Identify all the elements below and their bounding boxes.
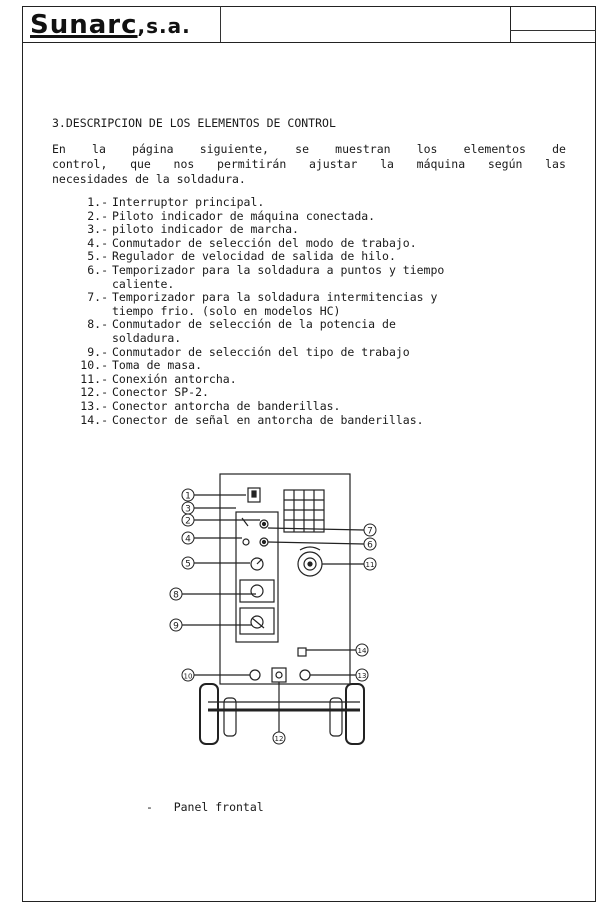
intro-word: que bbox=[130, 157, 151, 171]
callout-6: 6 bbox=[367, 540, 373, 551]
intro-word: permitirán bbox=[217, 157, 287, 171]
list-item bbox=[64, 386, 564, 400]
list-item-number: 3.- bbox=[87, 222, 108, 237]
callout-14: 14 bbox=[357, 647, 367, 655]
list-item-text: Conmutador de selección del modo de trabajo. bbox=[112, 235, 417, 250]
list-item-number: 9.- bbox=[87, 344, 108, 359]
callout-12: 12 bbox=[274, 735, 284, 743]
list-item-number: 6.- bbox=[87, 262, 108, 277]
intro-word: necesidades de la soldadura. bbox=[52, 172, 246, 186]
list-item-text: Regulador de velocidad de salida de hilo. bbox=[112, 249, 396, 264]
front-panel-drawing bbox=[160, 470, 400, 750]
list-item-number: 1.- bbox=[87, 195, 108, 209]
logo-brand: Sunarc bbox=[30, 10, 138, 40]
header-reference-split bbox=[510, 30, 596, 31]
intro-word: de bbox=[552, 142, 566, 156]
intro-word: página bbox=[132, 142, 174, 156]
intro-word: nos bbox=[173, 157, 195, 171]
list-item-number: 8.- bbox=[87, 317, 108, 332]
list-item-continuation bbox=[64, 278, 564, 292]
machine-body bbox=[220, 474, 350, 684]
intro-word: los bbox=[416, 142, 438, 156]
list-item bbox=[64, 210, 564, 224]
header-rule bbox=[220, 6, 221, 42]
callout-1: 1 bbox=[185, 491, 191, 502]
list-item bbox=[64, 264, 564, 278]
callout-2: 2 bbox=[185, 516, 191, 527]
list-item bbox=[64, 400, 564, 414]
callout-7: 7 bbox=[367, 526, 373, 537]
list-item-number: 11.- bbox=[80, 371, 108, 386]
list-item bbox=[64, 237, 564, 251]
intro-word: elementos bbox=[463, 142, 526, 156]
figure-caption: - Panel frontal bbox=[146, 800, 264, 814]
header-divider bbox=[22, 42, 596, 43]
section-heading: 3.DESCRIPCION DE LOS ELEMENTOS DE CONTROL bbox=[52, 116, 336, 130]
list-item-number bbox=[64, 278, 112, 292]
intro-word: siguiente, bbox=[199, 142, 269, 156]
intro-word: máquina bbox=[416, 157, 466, 171]
list-item bbox=[64, 196, 564, 210]
list-item-continuation bbox=[64, 305, 564, 319]
callout-5: 5 bbox=[185, 559, 191, 570]
callout-9: 9 bbox=[173, 621, 179, 632]
list-item-number bbox=[64, 305, 112, 319]
list-item bbox=[64, 346, 564, 360]
list-item-text: tiempo frio. (solo en modelos HC) bbox=[112, 303, 341, 318]
intro-word: según bbox=[487, 157, 523, 171]
callout-13: 13 bbox=[357, 672, 367, 680]
list-item-text: Toma de masa. bbox=[112, 358, 203, 373]
list-item bbox=[64, 291, 564, 305]
logo-suffix: ,s.a. bbox=[137, 14, 191, 38]
intro-word: la bbox=[380, 157, 394, 171]
list-item bbox=[64, 250, 564, 264]
list-item-number: 7.- bbox=[87, 290, 108, 305]
list-item-text: Temporizador para la soldadura intermitencias y bbox=[112, 290, 438, 305]
intro-paragraph bbox=[52, 142, 566, 187]
list-item-text: piloto indicador de marcha. bbox=[112, 222, 299, 237]
list-item-number: 2.- bbox=[87, 208, 108, 223]
callout-10: 10 bbox=[183, 672, 193, 681]
intro-word: ajustar bbox=[308, 157, 358, 171]
intro-word: la bbox=[92, 142, 106, 156]
header-reference-box bbox=[510, 6, 596, 42]
list-item-number: 12.- bbox=[80, 385, 108, 400]
company-logo bbox=[30, 10, 191, 40]
list-item-text: Temporizador para la soldadura a puntos y tiempo bbox=[112, 262, 445, 277]
list-item bbox=[64, 318, 564, 332]
list-item-number bbox=[64, 332, 112, 346]
list-item-number: 4.- bbox=[87, 235, 108, 250]
intro-word: muestran bbox=[335, 142, 391, 156]
intro-word: las bbox=[545, 157, 566, 171]
list-item-text: Conector SP-2. bbox=[112, 385, 209, 400]
list-item-text: soldadura. bbox=[112, 330, 182, 345]
intro-word: En bbox=[52, 142, 66, 156]
list-item-number: 10.- bbox=[80, 358, 108, 373]
intro-word: se bbox=[295, 142, 309, 156]
list-item-number: 5.- bbox=[87, 249, 108, 264]
intro-line-2 bbox=[52, 157, 566, 172]
callout-4: 4 bbox=[185, 534, 191, 545]
list-item bbox=[64, 359, 564, 373]
callout-3: 3 bbox=[185, 504, 191, 515]
list-item-text: Piloto indicador de máquina conectada. bbox=[112, 208, 376, 223]
intro-word: control, bbox=[52, 157, 108, 171]
list-item-text: Conmutador de selección del tipo de trabajo bbox=[112, 344, 410, 359]
control-elements-list bbox=[64, 196, 564, 427]
list-item-number: 13.- bbox=[80, 398, 108, 413]
front-panel-diagram bbox=[160, 470, 400, 750]
list-item-continuation bbox=[64, 332, 564, 346]
list-item-text: caliente. bbox=[112, 276, 175, 291]
callout-11: 11 bbox=[365, 561, 375, 569]
list-item-text: Conmutador de selección de la potencia de bbox=[112, 317, 396, 332]
list-item bbox=[64, 223, 564, 237]
intro-line-1 bbox=[52, 142, 566, 157]
list-item-text: Conector de señal en antorcha de banderillas. bbox=[112, 412, 424, 427]
list-item-text: Interruptor principal. bbox=[112, 195, 265, 209]
page-frame bbox=[22, 6, 596, 902]
intro-line-3 bbox=[52, 172, 566, 187]
callout-8: 8 bbox=[173, 590, 179, 601]
list-item bbox=[64, 414, 564, 428]
list-item-text: Conector antorcha de banderillas. bbox=[112, 398, 341, 413]
list-item-number: 14.- bbox=[80, 412, 108, 427]
list-item bbox=[64, 373, 564, 387]
list-item-text: Conexión antorcha. bbox=[112, 371, 237, 386]
